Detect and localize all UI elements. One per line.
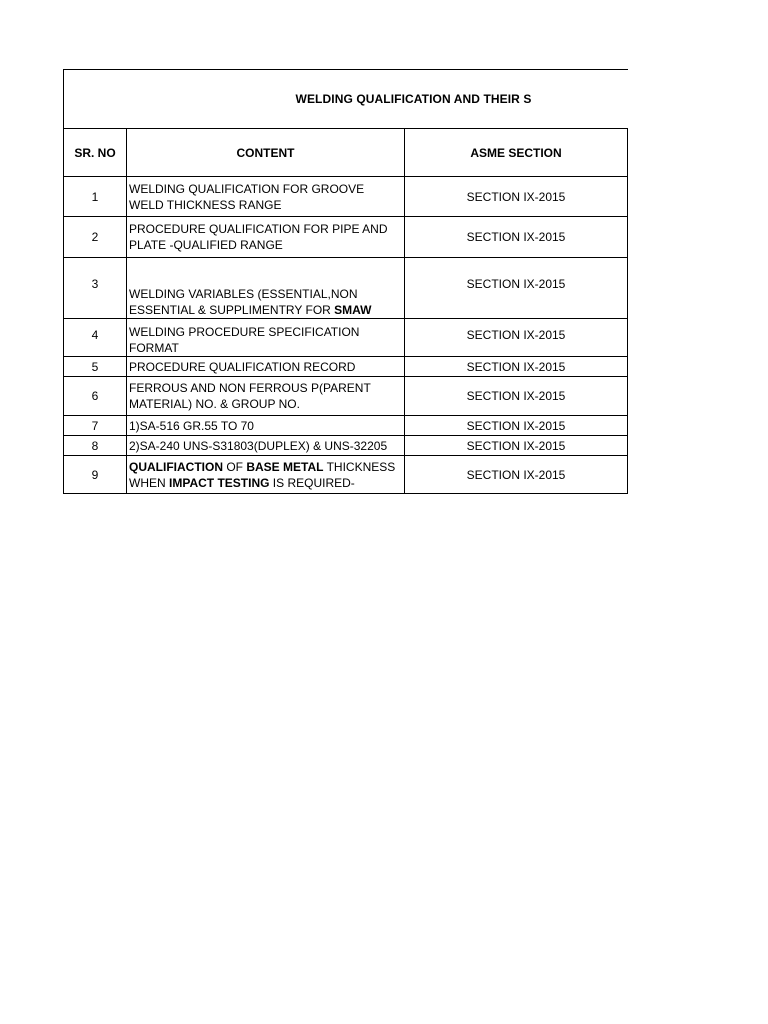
table-row [64,456,629,494]
header-content: CONTENT [127,129,405,177]
row-content-bold: BASE METAL [246,459,324,474]
row-number: 5 [64,357,127,377]
row-asme-section: SECTION IX-2015 [405,258,628,319]
table-row [64,319,629,357]
row-content: PROCEDURE QUALIFICATION FOR PIPE AND PLATE -QUALIFIED RANGE [127,217,405,258]
row-content [127,456,405,494]
table-row [64,258,629,319]
row-number: 4 [64,319,127,357]
table-row [64,357,629,377]
row-content-text: THICKNESS WHEN [129,459,396,490]
row-content: PROCEDURE QUALIFICATION RECORD [127,357,405,377]
row-asme-section: SECTION IX-2015 [405,177,628,217]
header-asme-section: ASME SECTION [405,129,628,177]
row-content [127,258,405,319]
title-row [64,70,629,129]
spreadsheet-view [63,69,628,497]
row-number: 9 [64,456,127,494]
row-number: 2 [64,217,127,258]
row-cut-off-cell [628,377,629,416]
row-content: 1)SA-516 GR.55 TO 70 [127,416,405,436]
row-asme-section: SECTION IX-2015 [405,357,628,377]
table-row [64,177,629,217]
table-row [64,416,629,436]
row-number: 8 [64,436,127,456]
row-asme-section: SECTION IX-2015 [405,416,628,436]
row-content-bold: IMPACT TESTING [169,475,270,490]
row-number: 3 [64,258,127,319]
header-cut-off [628,129,629,177]
table-title: WELDING QUALIFICATION AND THEIR S [64,70,629,129]
row-asme-section: SECTION IX-2015 [405,456,628,494]
row-cut-off-cell [628,319,629,357]
row-content-text: WELDING VARIABLES (ESSENTIAL,NON ESSENTIAL & SUPPLIMENTRY FOR [129,287,358,317]
row-number: 1 [64,177,127,217]
row-number: 6 [64,377,127,416]
row-cut-off-cell [628,357,629,377]
row-content-text: IS REQUIRED- [269,475,355,490]
row-number: 7 [64,416,127,436]
row-content-bold: SMAW [334,303,372,317]
row-asme-section: SECTION IX-2015 [405,377,628,416]
row-asme-section: SECTION IX-2015 [405,217,628,258]
table-row [64,436,629,456]
row-asme-section: SECTION IX-2015 [405,436,628,456]
row-cut-off-cell [628,416,629,436]
table-row [64,217,629,258]
row-cut-off-cell [628,217,629,258]
row-content-bold: QUALIFIACTION [129,459,223,474]
row-cut-off-cell [628,258,629,319]
header-row [64,129,629,177]
row-cut-off-cell [628,177,629,217]
row-asme-section: SECTION IX-2015 [405,319,628,357]
row-content: WELDING PROCEDURE SPECIFICATION FORMAT [127,319,405,357]
row-content: 2)SA-240 UNS-S31803(DUPLEX) & UNS-32205 [127,436,405,456]
qualification-table [63,69,628,494]
header-sr-no: SR. NO [64,129,127,177]
row-content-text: OF [223,459,247,474]
row-cut-off-cell [628,456,629,494]
row-content: WELDING QUALIFICATION FOR GROOVE WELD THICKNESS RANGE [127,177,405,217]
row-content: FERROUS AND NON FERROUS P(PARENT MATERIAL) NO. & GROUP NO. [127,377,405,416]
table-row [64,377,629,416]
row-cut-off-cell [628,436,629,456]
